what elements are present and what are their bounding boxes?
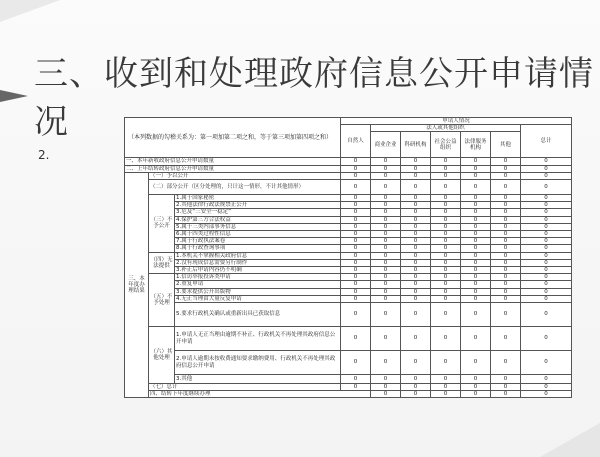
slide-title: 三、收到和处理政府信息公开申请情况 (34, 54, 594, 142)
table-cell: 0 (431, 281, 461, 288)
table-cell: 0 (371, 267, 401, 274)
list-number: 2. (38, 148, 50, 162)
table-cell: 0 (461, 281, 491, 288)
row-label: 1.本机关不掌握相关政府信息 (175, 252, 341, 259)
table-cell: 0 (401, 391, 431, 398)
subsection-label: （四）无法提供 (149, 252, 175, 274)
table-cell: 0 (341, 295, 371, 302)
table-cell: 0 (401, 202, 431, 209)
row-label: 二、上年结转政府信息公开申请数量 (125, 165, 341, 172)
table-cell: 0 (521, 180, 572, 195)
table-cell: 0 (371, 259, 401, 266)
table-cell: 0 (401, 195, 431, 202)
table-cell: 0 (491, 195, 521, 202)
table-cell: 0 (401, 274, 431, 281)
table-cell: 0 (491, 288, 521, 295)
row-label: （一）予以公开 (149, 172, 341, 179)
table-row (125, 281, 572, 288)
table-cell: 0 (461, 231, 491, 238)
table-cell: 0 (461, 245, 491, 252)
table-cell: 0 (341, 195, 371, 202)
table-cell: 0 (461, 303, 491, 327)
table-cell: 0 (341, 180, 371, 195)
row-label: 5.属于三类内部事务信息 (175, 223, 341, 230)
row-label: 一、本年新收政府信息公开申请数量 (125, 158, 341, 165)
table-cell: 0 (521, 158, 572, 165)
table-row (125, 375, 572, 384)
table-row (125, 327, 572, 351)
table-cell: 0 (461, 327, 491, 351)
row-label: 3.其他 (175, 375, 341, 384)
table-row (125, 158, 572, 165)
header-applicant: 申请人情况 (341, 118, 572, 125)
table-cell: 0 (371, 384, 401, 391)
table-cell: 0 (371, 281, 401, 288)
table-cell: 0 (491, 274, 521, 281)
row-label: 2.其他法律行政法规禁止公开 (175, 202, 341, 209)
row-label: 1.信访举报投诉类申请 (175, 274, 341, 281)
table-note: （本列数据的勾稽关系为：第一项加第二项之和，等于第三项加第四项之和） (125, 118, 341, 158)
table-cell: 0 (521, 245, 572, 252)
table-cell: 0 (461, 391, 491, 398)
table-cell: 0 (371, 165, 401, 172)
table-cell: 0 (371, 238, 401, 245)
table-cell: 0 (431, 252, 461, 259)
table-cell: 0 (521, 202, 572, 209)
table-cell: 0 (401, 327, 431, 351)
row-label: 4.保护第三方合法权益 (175, 216, 341, 223)
table-cell: 0 (401, 351, 431, 375)
row-label: 6.属于四类过程性信息 (175, 231, 341, 238)
row-label: 2.申请人逾期未按收费通知要求缴纳费用、行政机关不再处理其政府信息公开申请 (175, 351, 341, 375)
table-cell: 0 (401, 303, 431, 327)
table-cell: 0 (491, 238, 521, 245)
table-row (125, 118, 572, 125)
table-cell: 0 (491, 327, 521, 351)
header-natural: 自然人 (341, 125, 371, 158)
table-cell: 0 (341, 274, 371, 281)
table-cell: 0 (491, 384, 521, 391)
table-row (125, 195, 572, 202)
table-cell: 0 (491, 391, 521, 398)
table-cell: 0 (461, 180, 491, 195)
table-cell: 0 (341, 288, 371, 295)
subsection-label: （六）其他处理 (149, 327, 175, 384)
header-legal: 法人或其他组织 (371, 125, 521, 132)
table-cell: 0 (461, 202, 491, 209)
table-cell: 0 (521, 209, 572, 216)
table-cell: 0 (521, 281, 572, 288)
row-label: 3.危及“三安全一稳定” (175, 209, 341, 216)
table-cell: 0 (491, 303, 521, 327)
disclosure-table (124, 117, 572, 398)
table-row (125, 391, 572, 398)
row-label: 8.属于行政查询事项 (175, 245, 341, 252)
table-cell: 0 (521, 195, 572, 202)
table-cell: 0 (461, 195, 491, 202)
table-cell: 0 (461, 274, 491, 281)
table-cell: 0 (521, 295, 572, 302)
table-cell: 0 (461, 238, 491, 245)
table-cell: 0 (341, 281, 371, 288)
table-row (125, 231, 572, 238)
table-row (125, 172, 572, 179)
row-label: 1.申请人无正当理由逾期不补正、行政机关不再处理其政府信息公开申请 (175, 327, 341, 351)
table-cell: 0 (371, 180, 401, 195)
table-cell: 0 (401, 238, 431, 245)
table-row (125, 165, 572, 172)
header-commercial: 商业企业 (371, 132, 401, 158)
table-cell: 0 (371, 195, 401, 202)
table-cell: 0 (401, 252, 431, 259)
table-cell: 0 (431, 391, 461, 398)
table-cell: 0 (431, 375, 461, 384)
table-cell: 0 (521, 303, 572, 327)
table-cell: 0 (461, 165, 491, 172)
table-cell: 0 (521, 223, 572, 230)
row-label: 5.要求行政机关确认或重新出具已获取信息 (175, 303, 341, 327)
table-cell: 0 (521, 351, 572, 375)
table-cell: 0 (341, 209, 371, 216)
table-cell: 0 (461, 384, 491, 391)
table-cell: 0 (491, 158, 521, 165)
table-cell: 0 (461, 375, 491, 384)
header-research: 科研机构 (401, 132, 431, 158)
header-other: 其他 (491, 132, 521, 158)
table-cell: 0 (491, 172, 521, 179)
arrow-icon (0, 90, 28, 102)
table-row (125, 259, 572, 266)
table-row (125, 202, 572, 209)
table-cell: 0 (491, 259, 521, 266)
table-cell: 0 (401, 267, 431, 274)
table-cell: 0 (431, 327, 461, 351)
table-row (125, 295, 572, 302)
corner-decoration (540, 423, 600, 457)
table-cell: 0 (341, 216, 371, 223)
table-cell: 0 (371, 351, 401, 375)
table-row (125, 223, 572, 230)
table-cell: 0 (371, 288, 401, 295)
table-cell: 0 (431, 351, 461, 375)
table-cell: 0 (341, 259, 371, 266)
table-cell: 0 (341, 172, 371, 179)
table-row (125, 216, 572, 223)
table-cell: 0 (461, 158, 491, 165)
table-row (125, 288, 572, 295)
table-cell: 0 (491, 202, 521, 209)
table-cell: 0 (431, 295, 461, 302)
table-cell: 0 (431, 274, 461, 281)
row-label: 3.要求提供公开出版物 (175, 288, 341, 295)
table-cell: 0 (461, 288, 491, 295)
table-cell: 0 (431, 195, 461, 202)
table-cell: 0 (491, 245, 521, 252)
table-cell: 0 (431, 238, 461, 245)
table-cell: 0 (461, 216, 491, 223)
table-cell: 0 (401, 165, 431, 172)
row-label: 4.无正当理由大量反复申请 (175, 295, 341, 302)
table-cell: 0 (371, 245, 401, 252)
table-cell: 0 (341, 327, 371, 351)
table-cell: 0 (401, 375, 431, 384)
table-cell: 0 (401, 384, 431, 391)
row-label: 2.重复申请 (175, 281, 341, 288)
table-cell: 0 (401, 288, 431, 295)
subsection-label: （五）不予处理 (149, 274, 175, 327)
table-cell: 0 (521, 165, 572, 172)
table-cell: 0 (371, 274, 401, 281)
row-label: （二）部分公开（区分处理的，只计这一情形，不计其他情形） (149, 180, 341, 195)
table-cell: 0 (431, 172, 461, 179)
table-cell: 0 (341, 267, 371, 274)
table-cell: 0 (461, 259, 491, 266)
table-cell: 0 (431, 267, 461, 274)
table-cell: 0 (431, 245, 461, 252)
table-cell: 0 (491, 223, 521, 230)
table-cell: 0 (431, 158, 461, 165)
table-cell: 0 (341, 238, 371, 245)
table-cell: 0 (491, 375, 521, 384)
table-cell: 0 (461, 351, 491, 375)
table-cell: 0 (521, 252, 572, 259)
table-cell: 0 (431, 223, 461, 230)
table-cell: 0 (401, 209, 431, 216)
table-cell: 0 (431, 216, 461, 223)
table-cell: 0 (521, 172, 572, 179)
table-cell: 0 (371, 295, 401, 302)
table-cell: 0 (341, 223, 371, 230)
table-cell: 0 (461, 223, 491, 230)
table-cell: 0 (521, 288, 572, 295)
table-cell: 0 (431, 202, 461, 209)
table-cell: 0 (401, 223, 431, 230)
table-cell: 0 (341, 384, 371, 391)
table-cell: 0 (491, 165, 521, 172)
table-cell: 0 (341, 165, 371, 172)
row-label: 2.没有现成信息需要另行制作 (175, 259, 341, 266)
table-cell: 0 (461, 252, 491, 259)
table-row (125, 180, 572, 195)
table-cell: 0 (371, 303, 401, 327)
table-cell: 0 (461, 172, 491, 179)
table-cell: 0 (371, 158, 401, 165)
table-cell: 0 (371, 375, 401, 384)
header-total: 总计 (521, 125, 572, 158)
table-cell: 0 (521, 327, 572, 351)
table-cell: 0 (401, 216, 431, 223)
table-row (125, 267, 572, 274)
table-cell: 0 (491, 209, 521, 216)
table-cell: 0 (371, 391, 401, 398)
table-cell: 0 (461, 267, 491, 274)
table-cell: 0 (401, 245, 431, 252)
table-cell: 0 (431, 288, 461, 295)
subsection-label: （三）不予公开 (149, 195, 175, 253)
table-cell: 0 (521, 238, 572, 245)
table-cell: 0 (401, 295, 431, 302)
table-row (125, 303, 572, 327)
table-cell: 0 (431, 209, 461, 216)
table-cell: 0 (341, 375, 371, 384)
corner-decoration (0, 0, 60, 22)
table-cell: 0 (521, 375, 572, 384)
header-social: 社会公益组织 (431, 132, 461, 158)
row-label: 四、结转下年度继续办理 (149, 391, 371, 398)
table-cell: 0 (461, 209, 491, 216)
row-label: 1.属于国家秘密 (175, 195, 341, 202)
table-cell: 0 (371, 209, 401, 216)
table-cell: 0 (401, 231, 431, 238)
table-cell: 0 (431, 303, 461, 327)
table-cell: 0 (431, 231, 461, 238)
table-cell: 0 (491, 295, 521, 302)
row-label: 3.补正后申请内容仍不明确 (175, 267, 341, 274)
header-legal-service: 法律服务机构 (461, 132, 491, 158)
table-row (125, 274, 572, 281)
table-cell: 0 (371, 327, 401, 351)
table-row (125, 238, 572, 245)
table-cell: 0 (341, 303, 371, 327)
table-cell: 0 (371, 252, 401, 259)
table-cell: 0 (521, 267, 572, 274)
table-cell: 0 (371, 202, 401, 209)
table-cell: 0 (431, 180, 461, 195)
table-row (125, 245, 572, 252)
table-cell: 0 (341, 351, 371, 375)
table-cell: 0 (401, 281, 431, 288)
table-cell: 0 (371, 216, 401, 223)
section-label: 三、本年度办理结果 (125, 172, 149, 398)
table-cell: 0 (491, 216, 521, 223)
table-cell: 0 (491, 267, 521, 274)
table-cell: 0 (521, 274, 572, 281)
table-cell: 0 (431, 259, 461, 266)
row-label: （七）总计 (149, 384, 341, 391)
table-cell: 0 (341, 202, 371, 209)
table-cell: 0 (401, 180, 431, 195)
table-cell: 0 (491, 180, 521, 195)
table-cell: 0 (491, 231, 521, 238)
table-cell: 0 (401, 259, 431, 266)
table-cell: 0 (431, 384, 461, 391)
table-cell: 0 (491, 351, 521, 375)
table-row (125, 209, 572, 216)
table-cell: 0 (401, 158, 431, 165)
table-cell: 0 (401, 172, 431, 179)
table-cell: 0 (491, 281, 521, 288)
table-row (125, 252, 572, 259)
table-row (125, 384, 572, 391)
table-cell: 0 (341, 252, 371, 259)
table-cell: 0 (341, 245, 371, 252)
table-cell: 0 (521, 259, 572, 266)
table-cell: 0 (431, 165, 461, 172)
table-cell: 0 (341, 231, 371, 238)
table-cell: 0 (461, 295, 491, 302)
table-cell: 0 (371, 223, 401, 230)
table-cell: 0 (521, 231, 572, 238)
table-cell: 0 (521, 384, 572, 391)
table-cell: 0 (521, 216, 572, 223)
table-cell: 0 (491, 252, 521, 259)
table-row (125, 351, 572, 375)
table-cell: 0 (341, 158, 371, 165)
table-cell: 0 (371, 231, 401, 238)
table-cell: 0 (371, 172, 401, 179)
row-label: 7.属于行政执法案卷 (175, 238, 341, 245)
table-cell: 0 (521, 391, 572, 398)
